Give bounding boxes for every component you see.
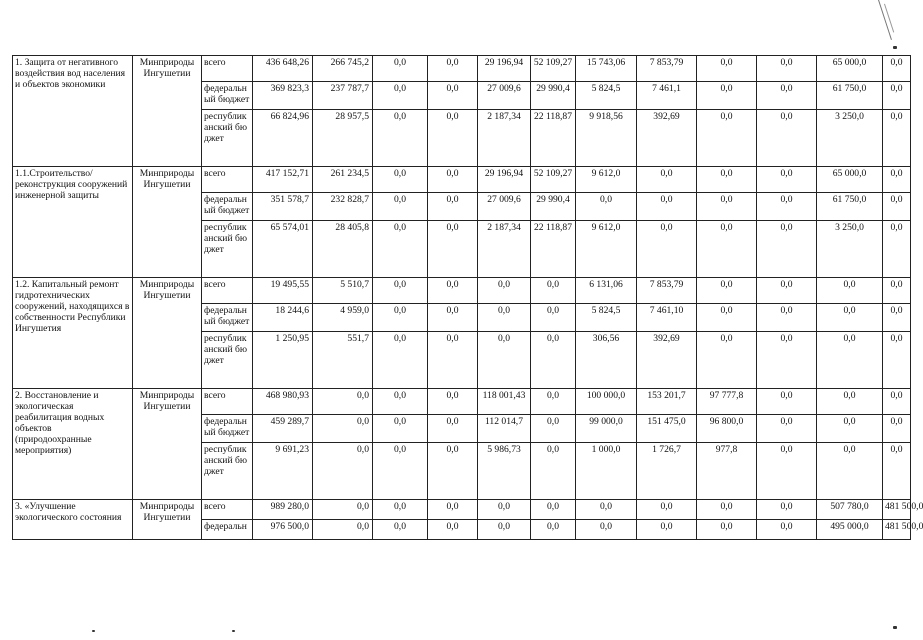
activity-name: 3. «Улучшение экологического состояния [13,500,133,540]
responsible-executor: Минприроды Ингушетии [133,278,202,389]
amount-cell: 0,0 [428,167,478,193]
amount-cell: 266 745,2 [313,56,373,82]
amount-cell: 0,0 [428,110,478,167]
amount-cell: 976 500,0 [253,520,313,540]
amount-cell: 28 957,5 [313,110,373,167]
scan-artifact-mark [232,630,235,632]
amount-cell: 0,0 [757,415,817,443]
amount-cell: 65 574,01 [253,221,313,278]
amount-cell: 96 800,0 [697,415,757,443]
amount-cell: 481 500,0 [883,500,911,520]
amount-cell: 61 750,0 [817,82,883,110]
activity-name: 1. Защита от негативного воздействия вод населения и объектов экономики [13,56,133,167]
amount-cell: 0,0 [531,500,576,520]
amount-cell: 0,0 [373,56,428,82]
table-row [13,56,911,82]
amount-cell: 0,0 [313,415,373,443]
amount-cell: 0,0 [373,520,428,540]
amount-cell: 0,0 [697,167,757,193]
amount-cell: 351 578,7 [253,193,313,221]
amount-cell: 0,0 [637,520,697,540]
amount-cell: 0,0 [757,278,817,304]
amount-cell: 0,0 [697,332,757,389]
amount-cell: 0,0 [697,110,757,167]
amount-cell: 97 777,8 [697,389,757,415]
amount-cell: 29 196,94 [478,167,531,193]
table-row [13,278,911,304]
amount-cell: 0,0 [531,389,576,415]
amount-cell: 0,0 [697,500,757,520]
amount-cell: 0,0 [428,278,478,304]
amount-cell: 0,0 [697,520,757,540]
amount-cell: 0,0 [576,500,637,520]
amount-cell: 5 824,5 [576,82,637,110]
amount-cell: 0,0 [428,332,478,389]
amount-cell: 0,0 [373,193,428,221]
amount-cell: 19 495,55 [253,278,313,304]
amount-cell: 0,0 [757,110,817,167]
amount-cell: 0,0 [757,167,817,193]
amount-cell: 29 990,4 [531,82,576,110]
amount-cell: 0,0 [883,221,911,278]
amount-cell: 7 461,1 [637,82,697,110]
amount-cell: 0,0 [883,415,911,443]
amount-cell: 0,0 [531,520,576,540]
amount-cell: 99 000,0 [576,415,637,443]
activity-name: 1.1.Строительство/реконструкция сооружений инженерной защиты [13,167,133,278]
amount-cell: 7 461,10 [637,304,697,332]
funding-source: всего [202,167,253,193]
amount-cell: 0,0 [757,304,817,332]
amount-cell: 0,0 [313,500,373,520]
amount-cell: 151 475,0 [637,415,697,443]
activity-name: 2. Восстановление и экологическая реабилитация водных объектов (природоохранные мероприятия) [13,389,133,500]
budget-table-body [13,56,923,540]
amount-cell: 100 000,0 [576,389,637,415]
amount-cell: 0,0 [373,443,428,500]
amount-cell: 0,0 [883,389,911,415]
amount-cell: 0,0 [817,389,883,415]
amount-cell: 977,8 [697,443,757,500]
amount-cell: 65 000,0 [817,167,883,193]
amount-cell: 0,0 [817,304,883,332]
amount-cell: 29 196,94 [478,56,531,82]
amount-cell: 0,0 [637,500,697,520]
amount-cell: 5 824,5 [576,304,637,332]
amount-cell: 0,0 [373,278,428,304]
amount-cell: 22 118,87 [531,110,576,167]
amount-cell: 7 853,79 [637,56,697,82]
amount-cell: 306,56 [576,332,637,389]
amount-cell: 153 201,7 [637,389,697,415]
amount-cell: 0,0 [817,278,883,304]
amount-cell: 29 990,4 [531,193,576,221]
amount-cell: 436 648,26 [253,56,313,82]
scan-artifact-line [884,4,894,33]
funding-source: федеральн [202,520,253,540]
amount-cell: 0,0 [428,415,478,443]
amount-cell: 0,0 [373,82,428,110]
amount-cell: 0,0 [313,389,373,415]
amount-cell: 495 000,0 [817,520,883,540]
amount-cell: 989 280,0 [253,500,313,520]
amount-cell: 0,0 [373,221,428,278]
amount-cell: 232 828,7 [313,193,373,221]
funding-source: федеральный бюджет [202,193,253,221]
amount-cell: 3 250,0 [817,221,883,278]
amount-cell: 0,0 [428,304,478,332]
amount-cell: 0,0 [428,500,478,520]
amount-cell: 0,0 [373,110,428,167]
funding-source: федеральный бюджет [202,304,253,332]
amount-cell: 0,0 [883,167,911,193]
amount-cell: 112 014,7 [478,415,531,443]
amount-cell: 9 612,0 [576,221,637,278]
amount-cell: 0,0 [428,82,478,110]
amount-cell: 237 787,7 [313,82,373,110]
amount-cell: 0,0 [757,500,817,520]
amount-cell: 0,0 [883,110,911,167]
amount-cell: 0,0 [373,332,428,389]
amount-cell: 27 009,6 [478,82,531,110]
amount-cell: 0,0 [817,415,883,443]
amount-cell: 9 918,56 [576,110,637,167]
table-row [13,500,911,520]
amount-cell: 551,7 [313,332,373,389]
amount-cell: 2 187,34 [478,221,531,278]
amount-cell: 369 823,3 [253,82,313,110]
amount-cell: 0,0 [428,520,478,540]
amount-cell: 0,0 [576,193,637,221]
amount-cell: 0,0 [478,500,531,520]
table-row [13,389,911,415]
amount-cell: 118 001,43 [478,389,531,415]
amount-cell: 1 726,7 [637,443,697,500]
amount-cell: 0,0 [531,332,576,389]
amount-cell: 0,0 [531,278,576,304]
amount-cell: 0,0 [883,304,911,332]
amount-cell: 61 750,0 [817,193,883,221]
amount-cell: 0,0 [478,278,531,304]
amount-cell: 0,0 [313,443,373,500]
amount-cell: 392,69 [637,110,697,167]
amount-cell: 0,0 [478,304,531,332]
amount-cell: 4 959,0 [313,304,373,332]
amount-cell: 0,0 [697,304,757,332]
amount-cell: 0,0 [373,389,428,415]
amount-cell: 0,0 [531,415,576,443]
amount-cell: 9 612,0 [576,167,637,193]
amount-cell: 0,0 [576,520,637,540]
funding-source: республиканский бюджет [202,332,253,389]
amount-cell: 0,0 [373,304,428,332]
amount-cell: 0,0 [428,443,478,500]
amount-cell: 5 510,7 [313,278,373,304]
amount-cell: 0,0 [313,520,373,540]
responsible-executor: Минприроды Ингушетии [133,167,202,278]
amount-cell: 0,0 [531,304,576,332]
amount-cell: 0,0 [373,500,428,520]
amount-cell: 9 691,23 [253,443,313,500]
amount-cell: 0,0 [757,56,817,82]
funding-source: федеральный бюджет [202,82,253,110]
amount-cell: 392,69 [637,332,697,389]
amount-cell: 0,0 [697,221,757,278]
amount-cell: 0,0 [757,332,817,389]
funding-source: республиканский бюджет [202,221,253,278]
activity-name: 1.2. Капитальный ремонт гидротехнических сооружений, находящихся в собственности Республики Ингушетия [13,278,133,389]
scan-artifact-mark [893,626,897,629]
amount-cell: 1 000,0 [576,443,637,500]
amount-cell: 65 000,0 [817,56,883,82]
amount-cell: 417 152,71 [253,167,313,193]
amount-cell: 0,0 [697,56,757,82]
amount-cell: 468 980,93 [253,389,313,415]
amount-cell: 0,0 [637,221,697,278]
amount-cell: 52 109,27 [531,167,576,193]
amount-cell: 0,0 [883,278,911,304]
funding-source: всего [202,389,253,415]
amount-cell: 22 118,87 [531,221,576,278]
amount-cell: 0,0 [428,389,478,415]
amount-cell: 52 109,27 [531,56,576,82]
funding-source: республиканский бюджет [202,443,253,500]
responsible-executor: Минприроды Ингушетии [133,389,202,500]
amount-cell: 0,0 [883,443,911,500]
amount-cell: 18 244,6 [253,304,313,332]
amount-cell: 28 405,8 [313,221,373,278]
funding-source: всего [202,278,253,304]
amount-cell: 0,0 [531,443,576,500]
amount-cell: 0,0 [428,193,478,221]
responsible-executor: Минприроды Ингушетии [133,56,202,167]
amount-cell: 0,0 [757,82,817,110]
amount-cell: 0,0 [883,82,911,110]
funding-source: всего [202,500,253,520]
amount-cell: 0,0 [697,82,757,110]
amount-cell: 1 250,95 [253,332,313,389]
amount-cell: 0,0 [697,278,757,304]
budget-table [12,55,923,540]
amount-cell: 0,0 [757,443,817,500]
amount-cell: 66 824,96 [253,110,313,167]
amount-cell: 2 187,34 [478,110,531,167]
funding-source: республиканский бюджет [202,110,253,167]
amount-cell: 7 853,79 [637,278,697,304]
amount-cell: 0,0 [428,221,478,278]
amount-cell: 27 009,6 [478,193,531,221]
amount-cell: 0,0 [883,332,911,389]
amount-cell: 481 500,0 [883,520,911,540]
amount-cell: 0,0 [757,221,817,278]
amount-cell: 0,0 [428,56,478,82]
amount-cell: 15 743,06 [576,56,637,82]
table-row [13,167,911,193]
funding-source: федеральный бюджет [202,415,253,443]
responsible-executor: Минприроды Ингушетии [133,500,202,540]
amount-cell: 0,0 [817,332,883,389]
amount-cell: 0,0 [697,193,757,221]
amount-cell: 0,0 [373,167,428,193]
amount-cell: 0,0 [757,389,817,415]
amount-cell: 459 289,7 [253,415,313,443]
amount-cell: 0,0 [757,520,817,540]
amount-cell: 507 780,0 [817,500,883,520]
scan-artifact-mark [893,46,897,49]
amount-cell: 0,0 [478,332,531,389]
amount-cell: 3 250,0 [817,110,883,167]
amount-cell: 0,0 [757,193,817,221]
funding-source: всего [202,56,253,82]
amount-cell: 0,0 [883,193,911,221]
amount-cell: 0,0 [883,56,911,82]
amount-cell: 0,0 [373,415,428,443]
amount-cell: 0,0 [478,520,531,540]
amount-cell: 6 131,06 [576,278,637,304]
amount-cell: 0,0 [637,167,697,193]
amount-cell: 0,0 [817,443,883,500]
amount-cell: 261 234,5 [313,167,373,193]
amount-cell: 0,0 [637,193,697,221]
amount-cell: 5 986,73 [478,443,531,500]
scan-artifact-mark [92,630,95,632]
